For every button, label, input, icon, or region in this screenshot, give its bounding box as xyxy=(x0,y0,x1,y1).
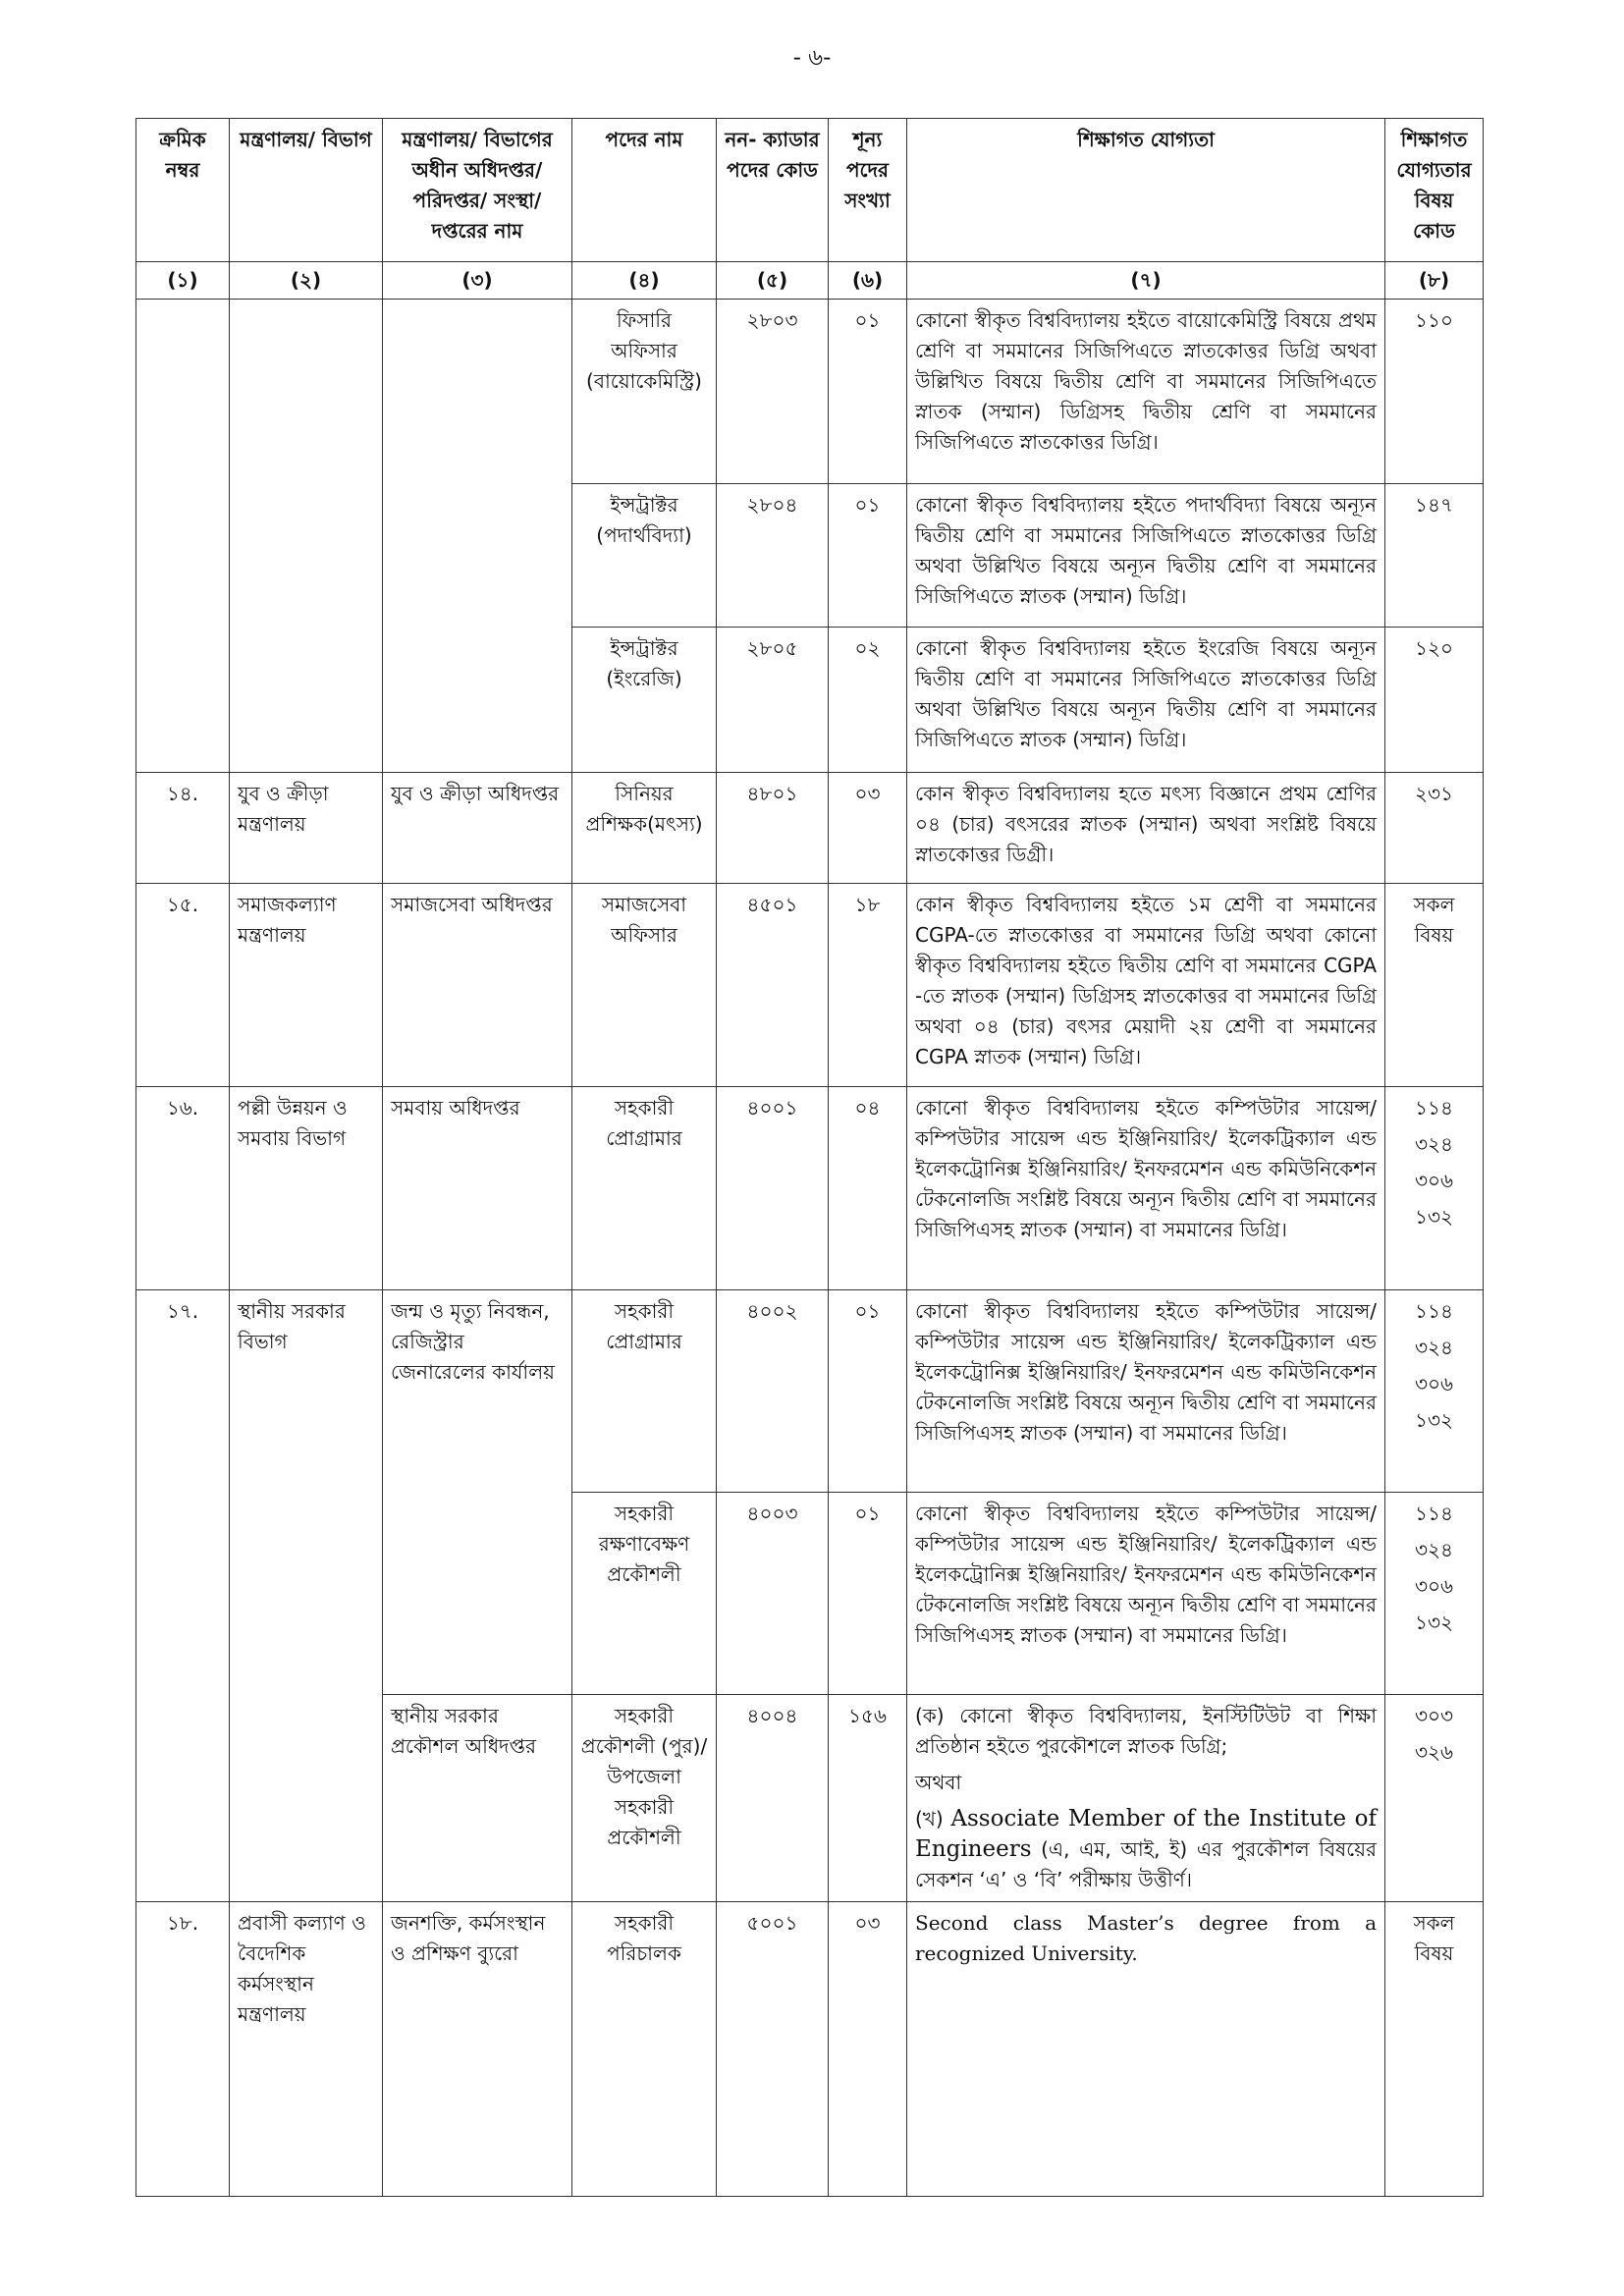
serial-cell: ১৭. xyxy=(136,1290,230,1902)
ministry-cell: প্রবাসী কল্যাণ ও বৈদেশিক কর্মসংস্থান মন্ত্রণালয় xyxy=(230,1902,383,2197)
subject-code: ৩০৬ xyxy=(1414,1169,1453,1192)
subject-code: ১৩২ xyxy=(1415,1611,1453,1634)
ministry-cell: যুব ও ক্রীড়া মন্ত্রণালয় xyxy=(230,773,383,884)
serial-cell: ১৫. xyxy=(136,884,230,1087)
code-cell: ৪৮০১ xyxy=(717,773,829,884)
col-number: (৬) xyxy=(829,262,907,300)
department-cell: জন্ম ও মৃত্যু নিবন্ধন, রেজিস্ট্রার জেনারেলের কার্যালয় xyxy=(383,1290,572,1695)
col-number: (৩) xyxy=(383,262,572,300)
post-cell: সিনিয়র প্রশিক্ষক(মৎস্য) xyxy=(572,773,717,884)
vacancy-cell: ১৮ xyxy=(829,884,907,1087)
col-number: (৫) xyxy=(717,262,829,300)
code-cell: ৪০০২ xyxy=(717,1290,829,1493)
header-qualification: শিক্ষাগত যোগ্যতা xyxy=(907,119,1385,262)
department-cell: স্থানীয় সরকার প্রকৌশল অধিদপ্তর xyxy=(383,1695,572,1902)
subject-code: ৩২৪ xyxy=(1415,1538,1453,1561)
post-cell: ইন্সট্রাক্টর (পদার্থবিদ্যা) xyxy=(572,484,717,628)
column-number-row xyxy=(136,262,1484,300)
vacancy-cell: ০২ xyxy=(829,628,907,773)
department-cell: জনশক্তি, কর্মসংস্থান ও প্রশিক্ষণ ব্যুরো xyxy=(383,1902,572,2197)
header-serial: ক্রমিক নম্বর xyxy=(136,119,230,262)
col-number: (৮) xyxy=(1385,262,1484,300)
subject-code: ৩০৩ xyxy=(1414,1704,1453,1727)
subject-code-cell: ২৩১ xyxy=(1385,773,1484,884)
vacancy-table xyxy=(135,118,1484,2197)
qualification-option-a: (ক) কোনো স্বীকৃত বিশ্ববিদ্যালয়, ইনস্টিটিউট বা শিক্ষা প্রতিষ্ঠান হইতে পুরকৌশলে স্নাতক ডিগ্রি; xyxy=(915,1704,1377,1758)
header-vacancy: শূন্য পদের সংখ্যা xyxy=(829,119,907,262)
subject-code: ১৩২ xyxy=(1415,1205,1453,1229)
table-row xyxy=(136,773,1484,884)
subject-code-cell xyxy=(1385,1087,1484,1290)
qualification-cell: কোনো স্বীকৃত বিশ্ববিদ্যালয় হইতে কম্পিউটার সায়েন্স/ কম্পিউটার সায়েন্স এন্ড ইঞ্জিনিয়ারিং/ ইলেকট্রিক্যাল এন্ড ইলেকট্রোনিক্স ইঞ্জিনিয়ারিং/ ইনফরমেশন এন্ড কমিউনিকেশন টেকনোলজি সংশ্লিষ্ট বিষয়ে অন্যূন দ্বিতীয় শ্রেণি বা সমমানের সিজিপিএসহ স্নাতক (সম্মান) বা সমমানের ডিগ্রি। xyxy=(907,1290,1385,1493)
subject-code-cell: ১১০ xyxy=(1385,300,1484,484)
col-number: (১) xyxy=(136,262,230,300)
qualification-cell: কোনো স্বীকৃত বিশ্ববিদ্যালয় হইতে ইংরেজি বিষয়ে অন্যূন দ্বিতীয় শ্রেণি বা সমমানের সিজিপিএতে স্নাতকোত্তর ডিগ্রি অথবা উল্লিখিত বিষয়ে অন্যূন দ্বিতীয় শ্রেণি বা সমমানের সিজিপিএতে স্নাতক (সম্মান) ডিগ্রি। xyxy=(907,628,1385,773)
subject-code: ৩২৪ xyxy=(1415,1336,1453,1359)
subject-code-cell: সকল বিষয় xyxy=(1385,884,1484,1087)
code-cell: ৪০০৩ xyxy=(717,1493,829,1695)
post-cell: সহকারী পরিচালক xyxy=(572,1902,717,2197)
col-number: (২) xyxy=(230,262,383,300)
qualification-cell: Second class Master’s degree from a recognized University. xyxy=(907,1902,1385,2197)
serial-cell: ১৬. xyxy=(136,1087,230,1290)
code-cell: ৪৫০১ xyxy=(717,884,829,1087)
subject-code-cell: ১৪৭ xyxy=(1385,484,1484,628)
vacancy-cell: ০১ xyxy=(829,1493,907,1695)
subject-code: ১১৪ xyxy=(1415,1096,1453,1120)
serial-cell: ১৮. xyxy=(136,1902,230,2197)
option-b-prefix: (খ) xyxy=(915,1807,944,1831)
code-cell: ২৮০৪ xyxy=(717,484,829,628)
qualification-cell: কোন স্বীকৃত বিশ্ববিদ্যালয় হতে মৎস্য বিজ্ঞানে প্রথম শ্রেণির ০৪ (চার) বৎসরের স্নাতক (সম্মান) অথবা সংশ্লিষ্ট বিষয়ে স্নাতকোত্তর ডিগ্রী। xyxy=(907,773,1385,884)
vacancy-cell: ০৪ xyxy=(829,1087,907,1290)
vacancy-cell: ১৫৬ xyxy=(829,1695,907,1902)
subject-code: ৩০৬ xyxy=(1414,1574,1453,1598)
vacancy-cell: ০১ xyxy=(829,1290,907,1493)
post-cell: সহকারী প্রোগ্রামার xyxy=(572,1290,717,1493)
code-cell: ৪০০৪ xyxy=(717,1695,829,1902)
code-cell: ৫০০১ xyxy=(717,1902,829,2197)
department-cell: সমাজসেবা অধিদপ্তর xyxy=(383,884,572,1087)
subject-code: ৩২৪ xyxy=(1415,1132,1453,1156)
header-subject-code: শিক্ষাগত যোগ্যতার বিষয় কোড xyxy=(1385,119,1484,262)
subject-code: ১১৪ xyxy=(1415,1299,1453,1323)
table-row xyxy=(136,1290,1484,1493)
post-cell: ইন্সট্রাক্টর (ইংরেজি) xyxy=(572,628,717,773)
subject-code: ১৩২ xyxy=(1415,1408,1453,1432)
serial-cell: ১৪. xyxy=(136,773,230,884)
col-number: (৭) xyxy=(907,262,1385,300)
post-cell: সহকারী রক্ষণাবেক্ষণ প্রকৌশলী xyxy=(572,1493,717,1695)
header-code: নন- ক্যাডার পদের কোড xyxy=(717,119,829,262)
ministry-cell: স্থানীয় সরকার বিভাগ xyxy=(230,1290,383,1902)
subject-code: ৩০৬ xyxy=(1414,1372,1453,1395)
code-cell: ২৮০৫ xyxy=(717,628,829,773)
qualification-option-b xyxy=(915,1804,1377,1895)
qualification-or: অথবা xyxy=(915,1771,962,1794)
post-cell: সহকারী প্রকৌশলী (পুর)/ উপজেলা সহকারী প্রকৌশলী xyxy=(572,1695,717,1902)
post-cell: সমাজসেবা অফিসার xyxy=(572,884,717,1087)
post-cell: সহকারী প্রোগ্রামার xyxy=(572,1087,717,1290)
option-b-english: Associate Member of the Institute of Engineers xyxy=(915,1806,1377,1862)
qualification-cell: কোনো স্বীকৃত বিশ্ববিদ্যালয় হইতে কম্পিউটার সায়েন্স/ কম্পিউটার সায়েন্স এন্ড ইঞ্জিনিয়ারিং/ ইলেকট্রিক্যাল এন্ড ইলেকট্রোনিক্স ইঞ্জিনিয়ারিং/ ইনফরমেশন এন্ড কমিউনিকেশন টেকনোলজি সংশ্লিষ্ট বিষয়ে অন্যূন দ্বিতীয় শ্রেণি বা সমমানের সিজিপিএসহ স্নাতক (সম্মান) বা সমমানের ডিগ্রি। xyxy=(907,1087,1385,1290)
option-b-rest: (এ, এম, আই, ই) এর পুরকৌশল বিষয়ের সেকশন ‘এ’ ও ‘বি’ পরীক্ষায় উত্তীর্ণ। xyxy=(915,1837,1377,1891)
vacancy-cell: ০৩ xyxy=(829,1902,907,2197)
page-number: - ৬- xyxy=(792,45,832,71)
vacancy-cell: ০১ xyxy=(829,484,907,628)
table-row xyxy=(136,300,1484,484)
ministry-cell: পল্লী উন্নয়ন ও সমবায় বিভাগ xyxy=(230,1087,383,1290)
subject-code-cell xyxy=(1385,1493,1484,1695)
vacancy-cell: ০৩ xyxy=(829,773,907,884)
qualification-cell xyxy=(907,1695,1385,1902)
table-row xyxy=(136,1902,1484,2197)
serial-cell xyxy=(136,300,230,773)
table-row xyxy=(136,1087,1484,1290)
header-post: পদের নাম xyxy=(572,119,717,262)
code-cell: ৪০০১ xyxy=(717,1087,829,1290)
post-cell: ফিসারি অফিসার (বায়োকেমিস্ট্রি) xyxy=(572,300,717,484)
vacancy-cell: ০১ xyxy=(829,300,907,484)
header-department: মন্ত্রণালয়/ বিভাগের অধীন অধিদপ্তর/ পরিদপ্তর/ সংস্থা/ দপ্তরের নাম xyxy=(383,119,572,262)
qualification-cell: কোন স্বীকৃত বিশ্ববিদ্যালয় হইতে ১ম শ্রেণী বা সমমানের CGPA-তে স্নাতকোত্তর বা সমমানের ডিগ্রি অথবা কোনো স্বীকৃত বিশ্ববিদ্যালয় হইতে দ্বিতীয় শ্রেণি বা সমমানের CGPA -তে স্নাতক (সম্মান) ডিগ্রিসহ স্নাতকোত্তর বা সমমানের ডিগ্রি অথবা ০৪ (চার) বৎসর মেয়াদী ২য় শ্রেণী বা সমমানের CGPA স্নাতক (সম্মান) ডিগ্রি। xyxy=(907,884,1385,1087)
department-cell: যুব ও ক্রীড়া অধিদপ্তর xyxy=(383,773,572,884)
subject-code-cell: ১২০ xyxy=(1385,628,1484,773)
header-ministry: মন্ত্রণালয়/ বিভাগ xyxy=(230,119,383,262)
subject-code: ১১৪ xyxy=(1415,1502,1453,1525)
col-number: (৪) xyxy=(572,262,717,300)
header-row xyxy=(136,119,1484,262)
subject-code-cell xyxy=(1385,1695,1484,1902)
department-cell: সমবায় অধিদপ্তর xyxy=(383,1087,572,1290)
code-cell: ২৮০৩ xyxy=(717,300,829,484)
department-cell xyxy=(383,300,572,773)
ministry-cell: সমাজকল্যাণ মন্ত্রণালয় xyxy=(230,884,383,1087)
subject-code-cell xyxy=(1385,1290,1484,1493)
qualification-cell: কোনো স্বীকৃত বিশ্ববিদ্যালয় হইতে বায়োকেমিস্ট্রি বিষয়ে প্রথম শ্রেণি বা সমমানের সিজিপিএতে স্নাতকোত্তর ডিগ্রি অথবা উল্লিখিত বিষয়ে দ্বিতীয় শ্রেণি বা সমমানের সিজিপিএতে স্নাতক (সম্মান) ডিগ্রিসহ দ্বিতীয় শ্রেণি বা সমমানের সিজিপিএতে স্নাতকোত্তর ডিগ্রি। xyxy=(907,300,1385,484)
subject-code: ৩২৬ xyxy=(1414,1740,1453,1764)
qualification-cell: কোনো স্বীকৃত বিশ্ববিদ্যালয় হইতে পদার্থবিদ্যা বিষয়ে অন্যূন দ্বিতীয় শ্রেণি বা সমমানের সিজিপিএতে স্নাতকোত্তর ডিগ্রি অথবা উল্লিখিত বিষয়ে অন্যূন দ্বিতীয় শ্রেণি বা সমমানের সিজিপিএতে স্নাতক (সম্মান) ডিগ্রি। xyxy=(907,484,1385,628)
qualification-cell: কোনো স্বীকৃত বিশ্ববিদ্যালয় হইতে কম্পিউটার সায়েন্স/ কম্পিউটার সায়েন্স এন্ড ইঞ্জিনিয়ারিং/ ইলেকট্রিক্যাল এন্ড ইলেকট্রোনিক্স ইঞ্জিনিয়ারিং/ ইনফরমেশন এন্ড কমিউনিকেশন টেকনোলজি সংশ্লিষ্ট বিষয়ে অন্যূন দ্বিতীয় শ্রেণি বা সমমানের সিজিপিএসহ স্নাতক (সম্মান) বা সমমানের ডিগ্রি। xyxy=(907,1493,1385,1695)
ministry-cell xyxy=(230,300,383,773)
subject-code-cell: সকল বিষয় xyxy=(1385,1902,1484,2197)
table-row xyxy=(136,884,1484,1087)
